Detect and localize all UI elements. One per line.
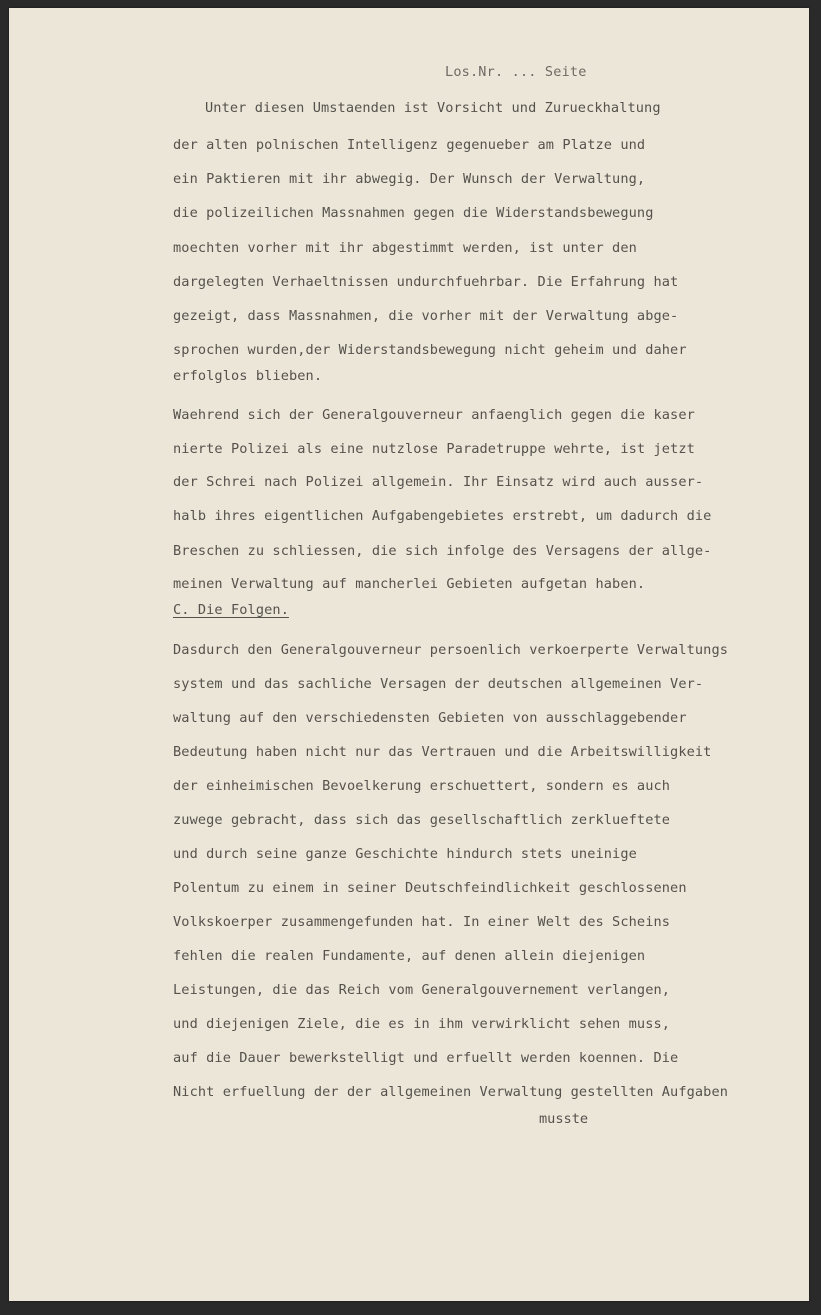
- text-line: erfolglos blieben.: [173, 368, 323, 384]
- text-line: waltung auf den verschiedensten Gebieten von ausschlaggebender: [173, 710, 687, 726]
- document-page: [9, 8, 809, 1301]
- text-line: Breschen zu schliessen, die sich infolge des Versagens der allge-: [173, 543, 712, 559]
- text-line: und durch seine ganze Geschichte hindurch stets uneinige: [173, 846, 637, 862]
- catchword: musste: [539, 1111, 589, 1127]
- text-line: der Schrei nach Polizei allgemein. Ihr Einsatz wird auch ausser-: [173, 474, 704, 490]
- text-line: meinen Verwaltung auf mancherlei Gebieten aufgetan haben.: [173, 576, 646, 592]
- text-line: Dasdurch den Generalgouverneur persoenlich verkoerperte Verwaltungs: [173, 642, 729, 658]
- text-line: der alten polnischen Intelligenz gegenueber am Platze und: [173, 137, 646, 153]
- text-line: moechten vorher mit ihr abgestimmt werden, ist unter den: [173, 240, 637, 256]
- text-line: ein Paktieren mit ihr abwegig. Der Wunsch der Verwaltung,: [173, 171, 646, 187]
- text-line: dargelegten Verhaeltnissen undurchfuehrbar. Die Erfahrung hat: [173, 274, 679, 290]
- text-line: zuwege gebracht, dass sich das gesellschaftlich zerklueftete: [173, 812, 671, 828]
- text-line: halb ihres eigentlichen Aufgabengebietes erstrebt, um dadurch die: [173, 508, 712, 524]
- text-line: Bedeutung haben nicht nur das Vertrauen und die Arbeitswilligkeit: [173, 744, 712, 760]
- text-line: Nicht erfuellung der der allgemeinen Verwaltung gestellten Aufgaben: [173, 1084, 729, 1100]
- section-heading: C. Die Folgen.: [173, 602, 289, 618]
- text-line: und diejenigen Ziele, die es in ihm verwirklicht sehen muss,: [173, 1016, 671, 1032]
- text-line: system und das sachliche Versagen der deutschen allgemeinen Ver-: [173, 676, 704, 692]
- text-line: nierte Polizei als eine nutzlose Paradetruppe wehrte, ist jetzt: [173, 441, 695, 457]
- page-reference: Los.Nr. ... Seite: [445, 64, 587, 80]
- text-line: die polizeilichen Massnahmen gegen die Widerstandsbewegung: [173, 205, 654, 221]
- text-line: sprochen wurden,der Widerstandsbewegung nicht geheim und daher: [173, 342, 687, 358]
- text-line: Volkskoerper zusammengefunden hat. In einer Welt des Scheins: [173, 914, 671, 930]
- text-line: der einheimischen Bevoelkerung erschuettert, sondern es auch: [173, 778, 671, 794]
- text-line: Leistungen, die das Reich vom Generalgouvernement verlangen,: [173, 982, 671, 998]
- text-line: fehlen die realen Fundamente, auf denen allein diejenigen: [173, 948, 646, 964]
- text-line: gezeigt, dass Massnahmen, die vorher mit der Verwaltung abge-: [173, 308, 679, 324]
- text-line: Unter diesen Umstaenden ist Vorsicht und Zurueckhaltung: [205, 100, 661, 116]
- text-line: auf die Dauer bewerkstelligt und erfuellt werden koennen. Die: [173, 1050, 679, 1066]
- body-text: [9, 8, 809, 1301]
- text-line: Waehrend sich der Generalgouverneur anfaenglich gegen die kaser: [173, 407, 695, 423]
- text-line: Polentum zu einem in seiner Deutschfeindlichkeit geschlossenen: [173, 880, 687, 896]
